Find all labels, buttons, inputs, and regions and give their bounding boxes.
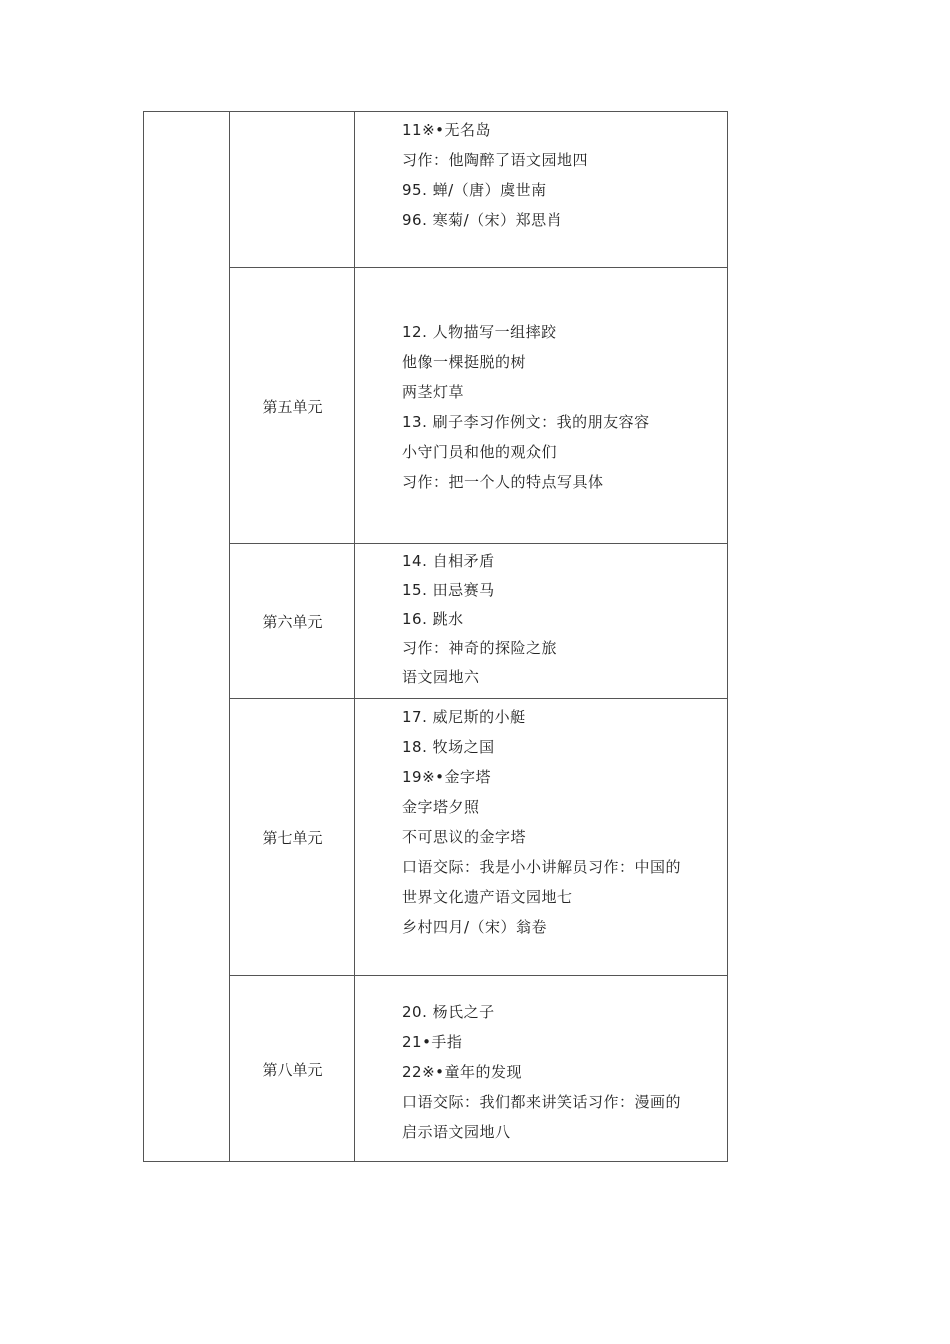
lesson-list-unit-5 xyxy=(402,317,718,497)
column-divider xyxy=(354,111,355,1162)
lesson-item: 口语交际：我是小小讲解员习作：中国的 xyxy=(402,858,682,876)
lesson-item: 乡村四月/（宋）翁卷 xyxy=(402,918,548,936)
lesson-item: 他像一棵挺脱的树 xyxy=(402,353,527,371)
lesson-item: 22※•童年的发现 xyxy=(402,1063,523,1081)
lesson-item: 不可思议的金字塔 xyxy=(402,828,527,846)
lesson-item: 18. 牧场之国 xyxy=(402,738,495,756)
lesson-list-unit-8 xyxy=(402,997,718,1147)
lesson-item: 习作：他陶醉了语文园地四 xyxy=(402,151,589,169)
row-divider xyxy=(229,267,728,268)
row-divider xyxy=(229,698,728,699)
lesson-item: 两茎灯草 xyxy=(402,383,465,401)
unit-label-8: 第八单元 xyxy=(262,1061,323,1079)
lesson-item: 11※•无名岛 xyxy=(402,121,492,139)
lesson-item: 21•手指 xyxy=(402,1033,463,1051)
lesson-item: 13. 刷子李习作例文：我的朋友容容 xyxy=(402,413,650,431)
lesson-item: 12. 人物描写一组摔跤 xyxy=(402,323,557,341)
lesson-item: 15. 田忌赛马 xyxy=(402,581,495,599)
row-divider xyxy=(229,975,728,976)
lesson-list-continued xyxy=(402,115,718,235)
lesson-item: 14. 自相矛盾 xyxy=(402,552,495,570)
lesson-item: 习作：把一个人的特点写具体 xyxy=(402,473,604,491)
lesson-item: 19※•金字塔 xyxy=(402,768,492,786)
column-divider xyxy=(229,111,230,1162)
lesson-item: 启示语文园地八 xyxy=(402,1123,511,1141)
lesson-item: 口语交际：我们都来讲笑话习作：漫画的 xyxy=(402,1093,682,1111)
lesson-item: 语文园地六 xyxy=(402,668,480,686)
lesson-item: 17. 威尼斯的小艇 xyxy=(402,708,526,726)
lesson-item: 16. 跳水 xyxy=(402,610,464,628)
lesson-item: 习作：神奇的探险之旅 xyxy=(402,639,558,657)
lesson-item: 96. 寒菊/（宋）郑思肖 xyxy=(402,211,563,229)
unit-label-5: 第五单元 xyxy=(262,398,323,416)
row-divider xyxy=(229,543,728,544)
unit-label-6: 第六单元 xyxy=(262,613,323,631)
lesson-item: 95. 蝉/（唐）虞世南 xyxy=(402,181,547,199)
lesson-list-unit-7 xyxy=(402,702,718,942)
lesson-list-unit-6 xyxy=(402,547,718,692)
unit-label-7: 第七单元 xyxy=(262,829,323,847)
lesson-item: 小守门员和他的观众们 xyxy=(402,443,558,461)
lesson-item: 金字塔夕照 xyxy=(402,798,480,816)
lesson-item: 20. 杨氏之子 xyxy=(402,1003,495,1021)
lesson-item: 世界文化遗产语文园地七 xyxy=(402,888,573,906)
